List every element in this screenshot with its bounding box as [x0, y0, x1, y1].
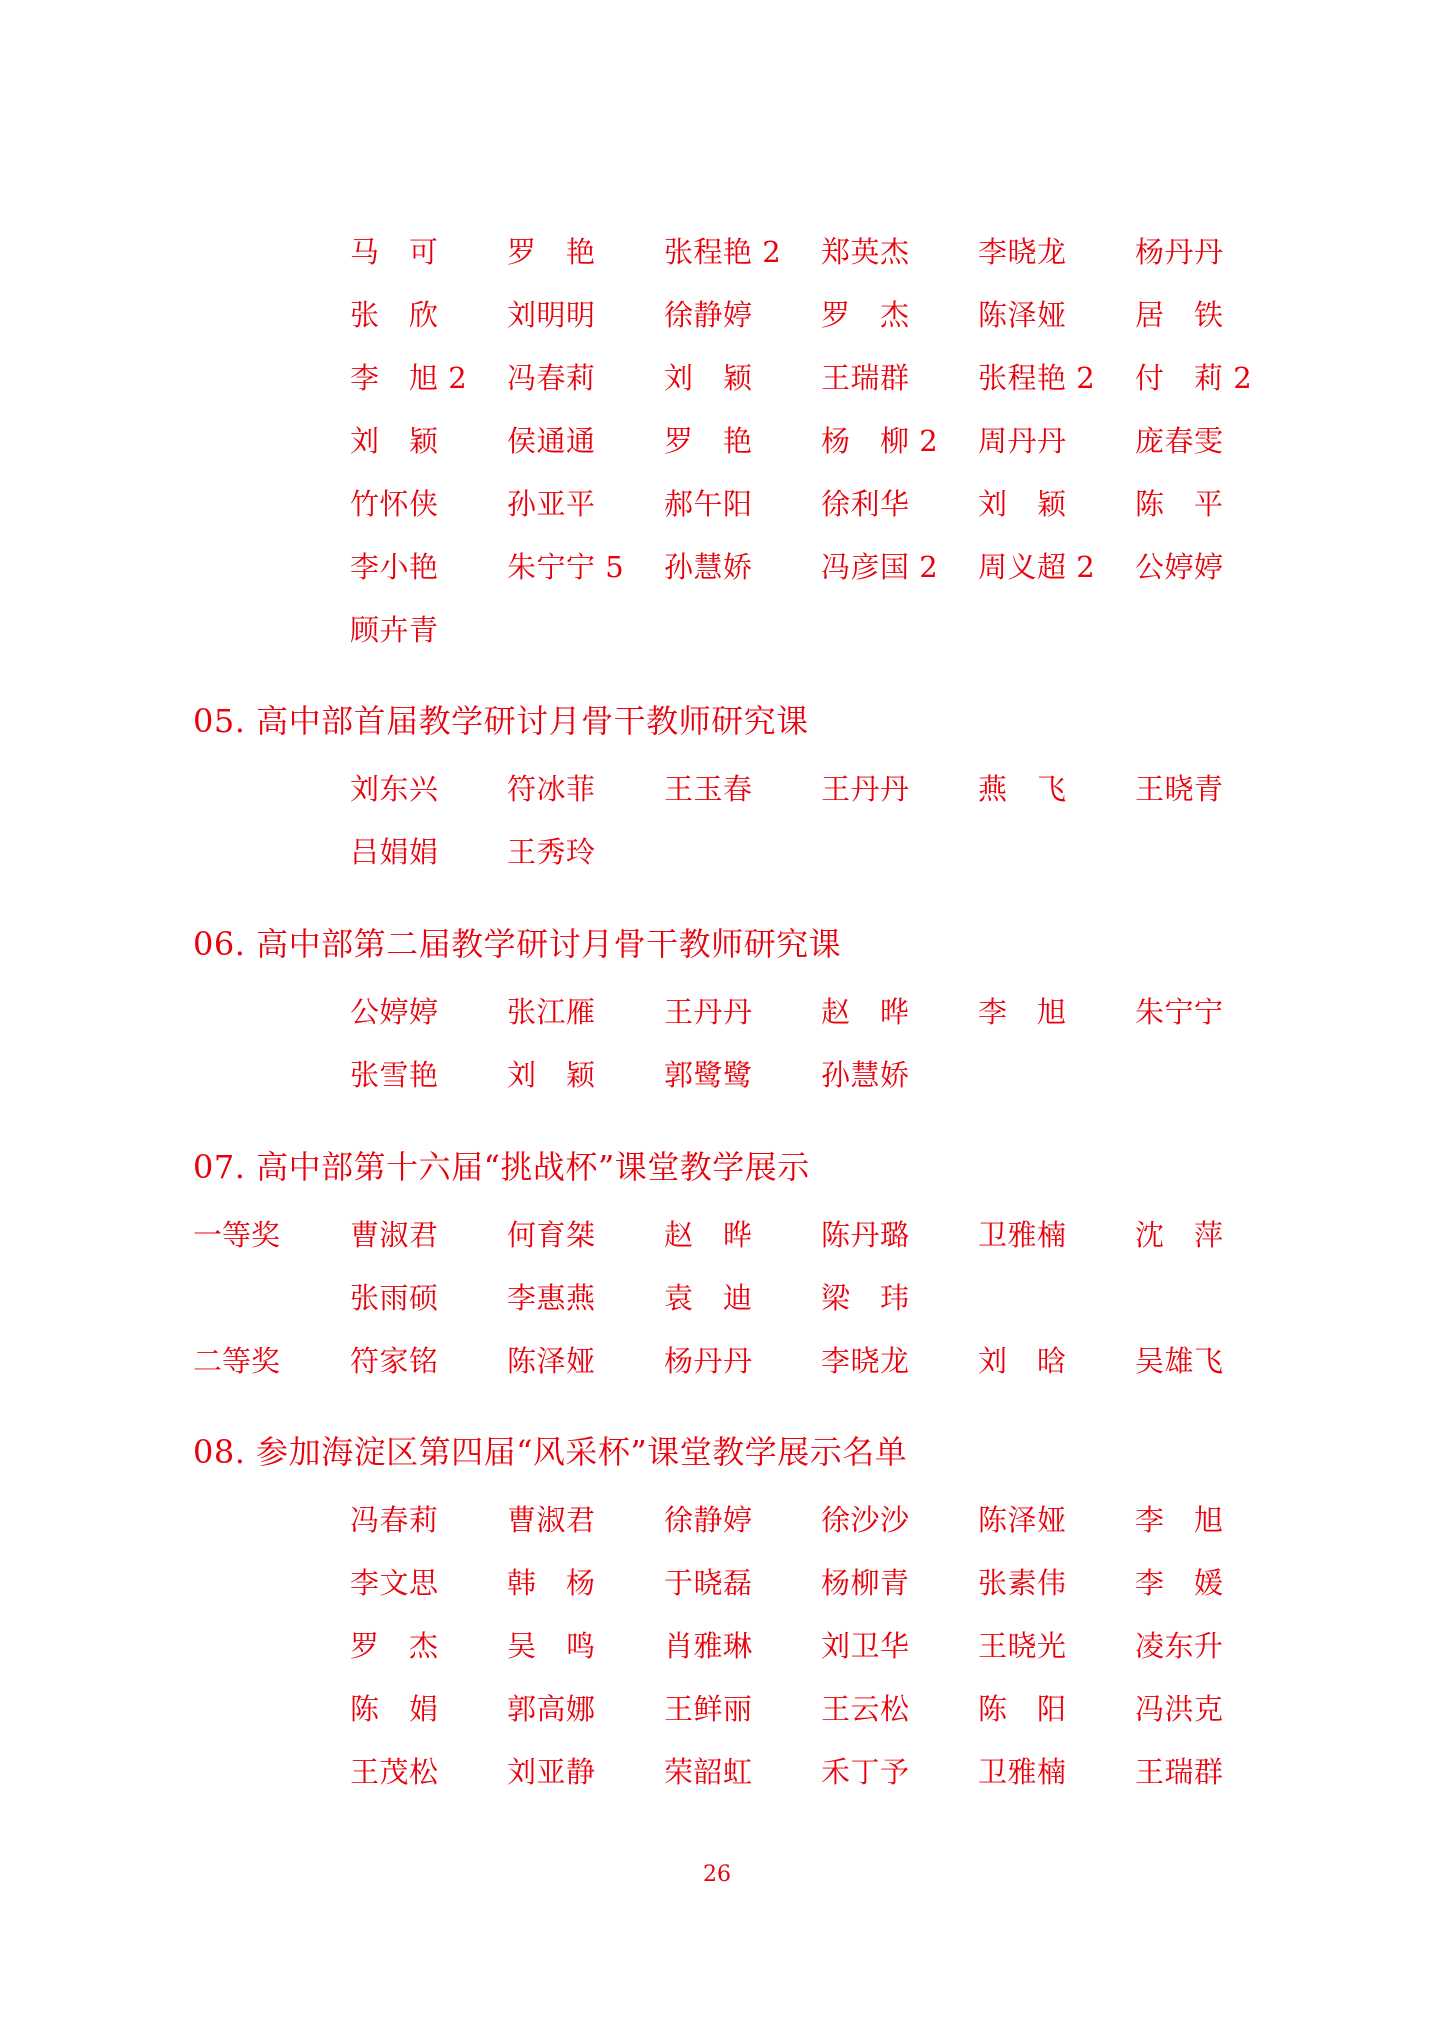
- name-cell: 杨柳青: [821, 1566, 910, 1600]
- name-cell: 杨丹丹: [1135, 235, 1224, 269]
- name-row: [0, 1750, 1434, 1800]
- name-cell: 张 欣: [350, 298, 439, 332]
- name-cell: 吕娟娟: [350, 835, 439, 869]
- name-cell: 刘 颖: [978, 487, 1067, 521]
- name-cell: 郑英杰: [821, 235, 910, 269]
- name-cell: 张雨硕: [350, 1281, 439, 1315]
- name-cell: 朱宁宁 5: [507, 550, 625, 584]
- name-cell: 沈 萍: [1135, 1218, 1224, 1252]
- name-cell: 朱宁宁: [1135, 995, 1224, 1029]
- name-cell: 李晓龙: [821, 1344, 910, 1378]
- name-cell: 陈泽娅: [978, 298, 1067, 332]
- name-row: [0, 482, 1434, 532]
- name-cell: 竹怀侠: [350, 487, 439, 521]
- name-cell: 李文思: [350, 1566, 439, 1600]
- name-cell: 李 媛: [1135, 1566, 1224, 1600]
- name-cell: 于晓磊: [664, 1566, 753, 1600]
- name-row: [0, 608, 1434, 658]
- name-cell: 孙亚平: [507, 487, 596, 521]
- name-cell: 徐静婷: [664, 298, 753, 332]
- name-cell: 王云松: [821, 1692, 910, 1726]
- name-cell: 张程艳 2: [664, 235, 782, 269]
- name-cell: 马 可: [350, 235, 439, 269]
- name-cell: 公婷婷: [1135, 550, 1224, 584]
- name-cell: 陈 娟: [350, 1692, 439, 1726]
- name-row: [0, 990, 1434, 1040]
- name-cell: 陈丹璐: [821, 1218, 910, 1252]
- name-row: [0, 1561, 1434, 1611]
- name-cell: 刘 晗: [978, 1344, 1067, 1378]
- section-heading: 08. 参加海淀区第四届“风采杯”课堂教学展示名单: [193, 1433, 908, 1471]
- name-row: [0, 830, 1434, 880]
- name-cell: 李惠燕: [507, 1281, 596, 1315]
- name-cell: 王瑞群: [821, 361, 910, 395]
- name-cell: 凌东升: [1135, 1629, 1224, 1663]
- name-cell: 符冰菲: [507, 772, 596, 806]
- name-cell: 周丹丹: [978, 424, 1067, 458]
- name-cell: 刘亚静: [507, 1755, 596, 1789]
- name-cell: 孙慧娇: [664, 550, 753, 584]
- name-cell: 吴雄飞: [1135, 1344, 1224, 1378]
- name-cell: 罗 杰: [821, 298, 910, 332]
- name-row: [0, 1687, 1434, 1737]
- name-cell: 顾卉青: [350, 613, 439, 647]
- name-cell: 李 旭: [1135, 1503, 1224, 1537]
- name-cell: 荣韶虹: [664, 1755, 753, 1789]
- name-cell: 郭鹭鹭: [664, 1058, 753, 1092]
- section-heading: 05. 高中部首届教学研讨月骨干教师研究课: [193, 702, 809, 740]
- name-cell: 禾丁予: [821, 1755, 910, 1789]
- name-row: [0, 1213, 1434, 1263]
- name-row: [0, 230, 1434, 280]
- name-cell: 公婷婷: [350, 995, 439, 1029]
- name-cell: 王玉春: [664, 772, 753, 806]
- name-cell: 张素伟: [978, 1566, 1067, 1600]
- name-cell: 周义超 2: [978, 550, 1096, 584]
- name-cell: 罗 杰: [350, 1629, 439, 1663]
- name-cell: 陈 平: [1135, 487, 1224, 521]
- name-cell: 杨 柳 2: [821, 424, 939, 458]
- name-cell: 曹淑君: [350, 1218, 439, 1252]
- name-cell: 王鲜丽: [664, 1692, 753, 1726]
- name-cell: 冯春莉: [350, 1503, 439, 1537]
- name-cell: 韩 杨: [507, 1566, 596, 1600]
- name-cell: 孙慧娇: [821, 1058, 910, 1092]
- name-cell: 居 铁: [1135, 298, 1224, 332]
- first-prize-label: 一等奖: [193, 1218, 281, 1252]
- name-cell: 陈 阳: [978, 1692, 1067, 1726]
- name-row: [0, 356, 1434, 406]
- page-number: 26: [703, 1862, 731, 1887]
- name-cell: 王丹丹: [664, 995, 753, 1029]
- name-cell: 李 旭 2: [350, 361, 468, 395]
- name-cell: 燕 飞: [978, 772, 1067, 806]
- name-cell: 刘东兴: [350, 772, 439, 806]
- name-cell: 徐沙沙: [821, 1503, 910, 1537]
- name-row: [0, 293, 1434, 343]
- name-cell: 罗 艳: [664, 424, 753, 458]
- name-cell: 李晓龙: [978, 235, 1067, 269]
- name-row: [0, 545, 1434, 595]
- name-cell: 陈泽娅: [507, 1344, 596, 1378]
- name-cell: 符家铭: [350, 1344, 439, 1378]
- name-cell: 赵 晔: [821, 995, 910, 1029]
- name-row: [0, 419, 1434, 469]
- name-cell: 刘明明: [507, 298, 596, 332]
- name-cell: 庞春雯: [1135, 424, 1224, 458]
- name-cell: 何育桀: [507, 1218, 596, 1252]
- name-cell: 冯春莉: [507, 361, 596, 395]
- name-cell: 徐利华: [821, 487, 910, 521]
- name-cell: 侯通通: [507, 424, 596, 458]
- name-cell: 吴 鸣: [507, 1629, 596, 1663]
- name-cell: 刘 颖: [664, 361, 753, 395]
- name-cell: 袁 迪: [664, 1281, 753, 1315]
- section-heading: 06. 高中部第二届教学研讨月骨干教师研究课: [193, 925, 842, 963]
- name-cell: 罗 艳: [507, 235, 596, 269]
- name-cell: 王秀玲: [507, 835, 596, 869]
- name-cell: 张程艳 2: [978, 361, 1096, 395]
- name-cell: 肖雅琳: [664, 1629, 753, 1663]
- name-cell: 卫雅楠: [978, 1218, 1067, 1252]
- name-cell: 刘卫华: [821, 1629, 910, 1663]
- name-cell: 王瑞群: [1135, 1755, 1224, 1789]
- name-cell: 郝午阳: [664, 487, 753, 521]
- name-cell: 李小艳: [350, 550, 439, 584]
- name-cell: 王晓光: [978, 1629, 1067, 1663]
- second-prize-label: 二等奖: [193, 1344, 281, 1378]
- name-cell: 梁 玮: [821, 1281, 910, 1315]
- name-row: [0, 767, 1434, 817]
- name-cell: 张雪艳: [350, 1058, 439, 1092]
- name-cell: 冯洪克: [1135, 1692, 1224, 1726]
- name-cell: 张江雁: [507, 995, 596, 1029]
- name-cell: 杨丹丹: [664, 1344, 753, 1378]
- name-row: [0, 1276, 1434, 1326]
- name-cell: 赵 晔: [664, 1218, 753, 1252]
- name-row: [0, 1624, 1434, 1674]
- name-cell: 郭高娜: [507, 1692, 596, 1726]
- name-cell: 王晓青: [1135, 772, 1224, 806]
- section-heading: 07. 高中部第十六届“挑战杯”课堂教学展示: [193, 1148, 810, 1186]
- name-row: [0, 1053, 1434, 1103]
- name-cell: 刘 颖: [507, 1058, 596, 1092]
- name-cell: 卫雅楠: [978, 1755, 1067, 1789]
- name-cell: 王茂松: [350, 1755, 439, 1789]
- name-cell: 陈泽娅: [978, 1503, 1067, 1537]
- name-cell: 王丹丹: [821, 772, 910, 806]
- name-row: [0, 1498, 1434, 1548]
- name-row: [0, 1339, 1434, 1389]
- name-cell: 冯彦国 2: [821, 550, 939, 584]
- name-cell: 李 旭: [978, 995, 1067, 1029]
- name-cell: 刘 颖: [350, 424, 439, 458]
- name-cell: 付 莉 2: [1135, 361, 1253, 395]
- name-cell: 曹淑君: [507, 1503, 596, 1537]
- name-cell: 徐静婷: [664, 1503, 753, 1537]
